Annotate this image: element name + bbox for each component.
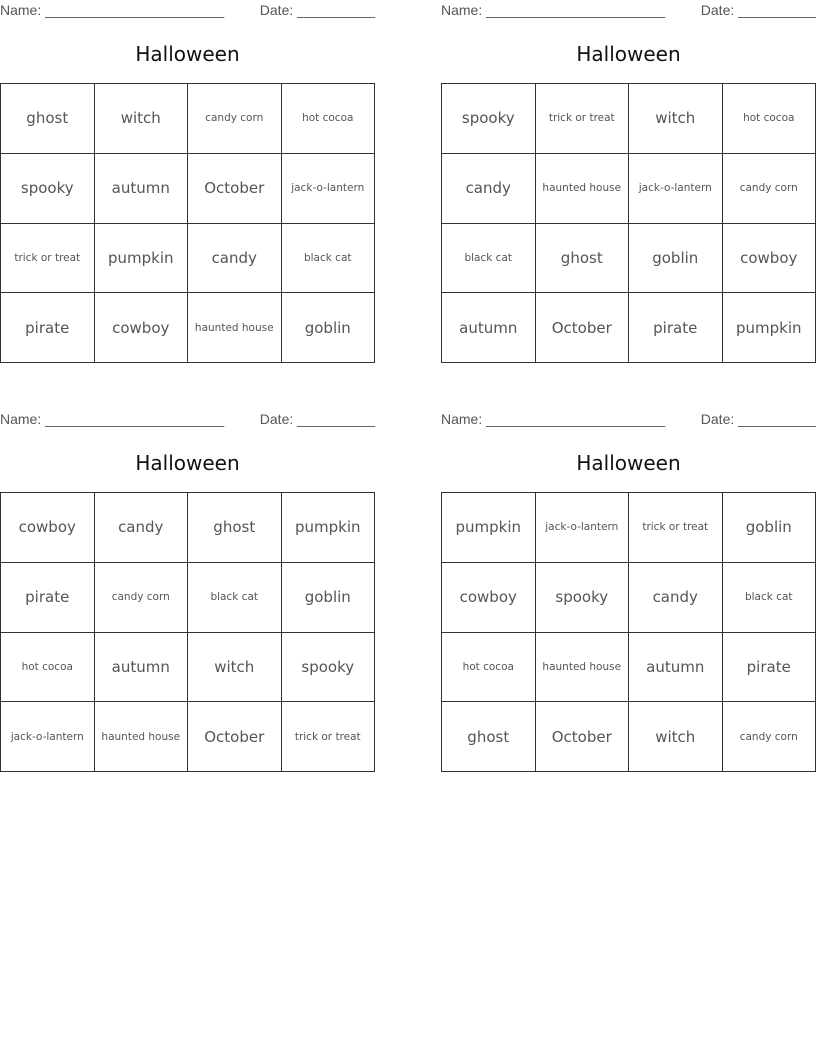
bingo-cell: trick or treat	[282, 702, 376, 772]
bingo-cell: pumpkin	[282, 493, 376, 563]
bingo-cell: autumn	[95, 633, 189, 703]
bingo-cell: October	[536, 702, 630, 772]
bingo-cell: spooky	[536, 563, 630, 633]
bingo-cell: haunted house	[536, 154, 630, 224]
bingo-cell: jack-o-lantern	[536, 493, 630, 563]
bingo-cell: autumn	[95, 154, 189, 224]
date-field: Date: __________	[259, 2, 375, 18]
bingo-cell: hot cocoa	[442, 633, 536, 703]
bingo-cell: cowboy	[723, 224, 816, 294]
bingo-grid	[441, 492, 816, 772]
bingo-cell: ghost	[536, 224, 630, 294]
bingo-cell: jack-o-lantern	[1, 702, 95, 772]
bingo-cell: hot cocoa	[282, 84, 376, 154]
bingo-cell: pumpkin	[723, 293, 816, 363]
date-field: Date: __________	[700, 2, 816, 18]
bingo-cell: trick or treat	[1, 224, 95, 294]
bingo-cell: October	[188, 154, 282, 224]
date-field: Date: __________	[259, 411, 375, 427]
bingo-cell: pumpkin	[442, 493, 536, 563]
card-header	[441, 409, 816, 429]
bingo-cell: autumn	[442, 293, 536, 363]
bingo-cell: goblin	[282, 563, 376, 633]
name-field: Name: _______________________	[0, 2, 225, 18]
bingo-cell: black cat	[723, 563, 816, 633]
bingo-cell: pumpkin	[95, 224, 189, 294]
bingo-cell: candy	[95, 493, 189, 563]
bingo-cell: pirate	[1, 293, 95, 363]
bingo-cell: candy	[188, 224, 282, 294]
bingo-cell: candy	[629, 563, 723, 633]
bingo-cell: black cat	[282, 224, 376, 294]
bingo-cell: witch	[95, 84, 189, 154]
card-header	[0, 0, 375, 20]
name-field: Name: _______________________	[0, 411, 225, 427]
bingo-cell: jack-o-lantern	[629, 154, 723, 224]
bingo-cell: candy corn	[188, 84, 282, 154]
card-header	[0, 409, 375, 429]
bingo-cell: goblin	[629, 224, 723, 294]
card-title: Halloween	[576, 42, 681, 66]
bingo-cell: cowboy	[1, 493, 95, 563]
bingo-cell: witch	[629, 84, 723, 154]
bingo-cell: witch	[629, 702, 723, 772]
bingo-cell: spooky	[1, 154, 95, 224]
bingo-cell: spooky	[442, 84, 536, 154]
bingo-cell: ghost	[188, 493, 282, 563]
bingo-cell: pirate	[629, 293, 723, 363]
bingo-cell: haunted house	[95, 702, 189, 772]
bingo-grid	[0, 83, 375, 363]
bingo-cell: October	[536, 293, 630, 363]
bingo-cell: pirate	[1, 563, 95, 633]
bingo-cell: ghost	[1, 84, 95, 154]
bingo-cell: autumn	[629, 633, 723, 703]
bingo-cell: candy corn	[723, 154, 816, 224]
bingo-cell: witch	[188, 633, 282, 703]
bingo-cell: hot cocoa	[1, 633, 95, 703]
bingo-cell: black cat	[442, 224, 536, 294]
bingo-cell: spooky	[282, 633, 376, 703]
bingo-cell: goblin	[723, 493, 816, 563]
name-field: Name: _______________________	[441, 2, 666, 18]
bingo-card-2	[441, 0, 816, 365]
bingo-cell: haunted house	[536, 633, 630, 703]
bingo-cell: trick or treat	[629, 493, 723, 563]
bingo-cell: pirate	[723, 633, 816, 703]
bingo-card-4	[441, 409, 816, 774]
card-title: Halloween	[576, 451, 681, 475]
bingo-cell: trick or treat	[536, 84, 630, 154]
card-title: Halloween	[135, 451, 240, 475]
bingo-card-3	[0, 409, 375, 774]
bingo-cell: October	[188, 702, 282, 772]
date-field: Date: __________	[700, 411, 816, 427]
card-title: Halloween	[135, 42, 240, 66]
bingo-cell: black cat	[188, 563, 282, 633]
bingo-cell: candy corn	[95, 563, 189, 633]
name-field: Name: _______________________	[441, 411, 666, 427]
bingo-grid	[0, 492, 375, 772]
bingo-cell: candy	[442, 154, 536, 224]
bingo-cell: goblin	[282, 293, 376, 363]
bingo-card-1	[0, 0, 375, 365]
bingo-cell: ghost	[442, 702, 536, 772]
card-header	[441, 0, 816, 20]
bingo-cell: haunted house	[188, 293, 282, 363]
bingo-cell: cowboy	[95, 293, 189, 363]
bingo-grid	[441, 83, 816, 363]
bingo-cell: candy corn	[723, 702, 816, 772]
bingo-cell: cowboy	[442, 563, 536, 633]
bingo-cell: jack-o-lantern	[282, 154, 376, 224]
bingo-cell: hot cocoa	[723, 84, 816, 154]
